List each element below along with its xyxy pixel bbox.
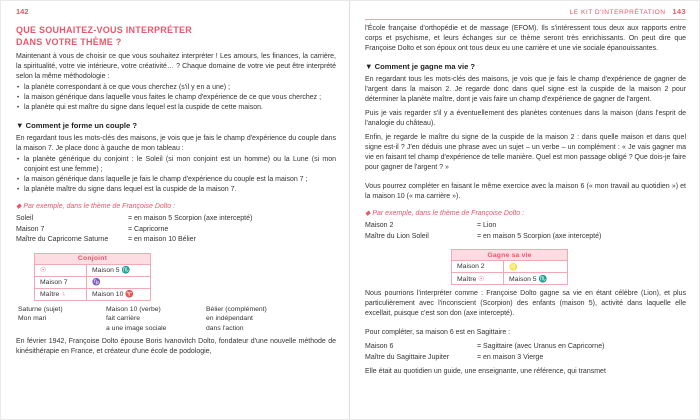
saturn-glyph-icon: ♄: [61, 290, 67, 298]
closing-paragraph: Elle était au quotidien un guide, une enseignante, une référence, qui transmet: [365, 368, 606, 375]
definition-value: = Sagittaire (avec Uranus en Capricorne): [477, 343, 605, 350]
scorpio-glyph-icon: ♏: [538, 275, 547, 283]
leo-glyph-icon: ♌: [509, 263, 518, 271]
example-label: ◆ Par exemple, dans le thème de Françoise Dolto :: [365, 210, 525, 217]
interpretation-paragraph: Nous pourrions l'interpréter comme : Françoise Dolto gagne sa vie en étant célèbre (Lion), et plus particulièrement avec l'inconscient (Scorpion) des enfants (maison 5), activité dans laquelle elle excellait, puisque c'est son don (axe intercepté).: [365, 290, 686, 317]
sentence-line: Mon mari: [18, 315, 47, 322]
cell-text: Maître: [40, 290, 60, 298]
income-paragraph: En regardant tous les mots-clés des maisons, je vois que je fais le champ d'expérience de gagner de l'argent dans la maison 2. Je regarde donc dans quel signe est la cuspide de la maison 2 pour déterminer la planète maître, dont je vais faire un champ d'expérience de gagner de l'argent.: [365, 76, 686, 103]
closing-paragraph: En février 1942, Françoise Dolto épouse Boris Ivanovitch Dolto, fondateur d'une nouvelle méthode de kinésithérapie en France, et créateur d'une école de podologie,: [16, 338, 336, 355]
sentence-verb-column: [106, 305, 194, 334]
header-rule: [365, 19, 686, 20]
definition-row: [16, 225, 336, 236]
table-row: [35, 288, 151, 300]
table-cell: [452, 273, 504, 285]
definition-list: [365, 221, 686, 242]
definition-term: Maison 2: [365, 222, 394, 229]
sentence-line: Maison 10 (verbe): [106, 305, 161, 313]
cell-text: Maison 5: [509, 275, 537, 283]
cell-text: Maison 10: [92, 291, 124, 298]
table-cell: [87, 264, 151, 276]
chapter-title-line: DANS VOTRE THÈME ?: [16, 36, 122, 47]
table-cell: [504, 261, 568, 273]
table-cell: [35, 288, 87, 300]
cell-text: Maison 2: [457, 263, 485, 270]
sentence-subject-column: [18, 305, 94, 334]
definition-row: [365, 232, 686, 243]
section-couple-intro: En regardant tous les mots-clés des maisons, je vois que je fais le champ d'expérience du couple dans la maison 7. Je place donc à gauche de mon tableau :: [16, 135, 336, 152]
definition-term: Maison 6: [365, 343, 394, 350]
definition-value: = en maison 5 Scorpion (axe intercepté): [128, 215, 253, 222]
section-couple-title: ▼ Comment je forme un couple ?: [16, 121, 138, 130]
table-header-row: [452, 250, 568, 261]
complement-intro: Pour compléter, sa maison 6 est en Sagittaire :: [365, 329, 511, 336]
definition-term: Maître du Lion Soleil: [365, 232, 429, 240]
sun-glyph-icon: ☉: [478, 275, 485, 283]
chapter-title: [16, 25, 336, 48]
running-head: [365, 7, 686, 16]
bullet-item: • la maison générique dans laquelle je fais le champ d'expérience du couple est la maison 7 ;: [16, 175, 336, 185]
table-header-row: [35, 253, 151, 264]
definition-row: [16, 214, 336, 225]
definition-row: [365, 342, 686, 353]
income-table: [451, 249, 568, 285]
cell-text: Maison 5: [92, 267, 120, 274]
table-row: [35, 276, 151, 288]
sun-glyph-icon: ☉: [40, 267, 47, 274]
sentence-complement-column: [206, 305, 292, 334]
definition-term: Maître du Sagittaire Jupiter: [365, 353, 450, 361]
table-row: [452, 273, 568, 285]
example-label: ◆ Par exemple, dans le thème de Françoise Dolto :: [16, 203, 176, 210]
complement-note: Vous pourrez compléter en faisant le même exercice avec la maison 6 (« mon travail au quotidien ») et la maison 10 (« ma carrière »).: [365, 183, 686, 200]
definition-row: [365, 221, 686, 232]
definition-value: = en maison 10 Bélier: [128, 236, 196, 243]
bullet-item: • la planète maître du signe dans lequel est la cuspide de la maison 7.: [16, 185, 336, 195]
table-row: [35, 264, 151, 276]
method-bullet-list: [16, 83, 336, 113]
sentence-line: Saturne (sujet): [18, 305, 63, 313]
income-paragraph: Puis je vais regarder s'il y a éventuellement des planètes contenues dans la maison (dans l'esprit de l'analogie du château).: [365, 110, 686, 127]
bullet-item: • la planète générique du conjoint : le Soleil (si mon conjoint est un homme) ou la Lune (si mon conjoint est une femme) ;: [16, 155, 336, 175]
table-cell: [87, 276, 151, 288]
page-number-left: 142: [16, 7, 29, 16]
definition-term: Maison 7: [16, 225, 45, 233]
capricorn-glyph-icon: ♑: [92, 279, 101, 286]
running-head-title: LE KIT D'INTERPRÉTATION: [569, 9, 666, 16]
sentence-breakdown: [18, 305, 336, 334]
cell-text: Maître: [457, 275, 477, 283]
bullet-item: • la maison générique dans laquelle vous faites le champ d'expérience de ce que vous cherchez ;: [16, 93, 336, 103]
couple-bullet-list: [16, 155, 336, 195]
definition-value: = Capricorne: [128, 225, 169, 233]
table-cell: [35, 276, 87, 288]
chapter-title-line: QUE SOUHAITEZ-VOUS INTERPRÉTER: [16, 25, 193, 35]
definition-row: [16, 235, 336, 246]
definition-row: [365, 353, 686, 364]
definition-value: = en maison 5 Scorpion (axe intercepté): [477, 232, 602, 240]
sentence-line: dans l'action: [206, 324, 244, 332]
intro-paragraph: Maintenant à vous de choisir ce que vous souhaitez interpréter ! Les amours, les finances, la carrière, la spiritualité, votre vie intérieure, votre créativité… ? Chaque domaine de votre vie peut être interprété selon la même méthodologie :: [16, 53, 336, 80]
section-income-title: ▼ Comment je gagne ma vie ?: [365, 62, 476, 71]
sentence-line: fait carrière: [106, 315, 140, 322]
cell-text: Maison 7: [40, 278, 68, 286]
table-cell: [504, 273, 568, 285]
table-row: [452, 261, 568, 273]
table-cell: [87, 288, 151, 300]
bullet-item: • la planète correspondant à ce que vous cherchez (s'il y en a une) ;: [16, 83, 336, 93]
definition-list: [365, 342, 686, 363]
sentence-line: Bélier (complément): [206, 305, 267, 313]
table-title: Gagne sa vie: [452, 250, 568, 261]
sentence-line: a une image sociale: [106, 324, 167, 332]
table-cell: [452, 261, 504, 273]
definition-term: Maître du Capricorne Saturne: [16, 236, 109, 243]
page-number-right: 143: [672, 7, 686, 16]
scorpio-glyph-icon: ♏: [121, 267, 130, 274]
page-right: [350, 1, 699, 419]
page-left: [1, 1, 350, 419]
definition-term: Soleil: [16, 215, 34, 222]
bullet-item: • la planète qui est maître du signe dans lequel est la cuspide de cette maison.: [16, 103, 336, 113]
definition-value: = en maison 3 Vierge: [477, 353, 544, 361]
opening-paragraph: l'École française d'orthopédie et de massage (EFOM). Ils s'intéressent tous deux aux rapports entre corps et psychisme, et leurs échanges sur ce thème seront très enrichissants. On peut dire que Françoise Dolto et son époux ont tous deux eu une carrière et une vie sociale épanouissantes.: [365, 25, 686, 52]
table-cell: [35, 264, 87, 276]
table-title: Conjoint: [35, 253, 151, 264]
definition-list: [16, 214, 336, 246]
definition-value: = Lion: [477, 222, 497, 229]
income-paragraph: Enfin, je regarde le maître du signe de la cuspide de la maison 2 : dans quelle maison et dans quel signe est-il ? J'en déduis une phrase avec un sujet – un verbe – un complément : « Je vais gagner ma vie en faisant tel champ d'expérience de telle manière. Quel est mon passage obligé ? Que dois-je faire pour gagner de l'argent ? »: [365, 134, 686, 171]
sentence-line: en indépendant: [206, 315, 253, 322]
conjoint-table: [34, 253, 151, 301]
aries-glyph-icon: ♈: [125, 291, 134, 298]
